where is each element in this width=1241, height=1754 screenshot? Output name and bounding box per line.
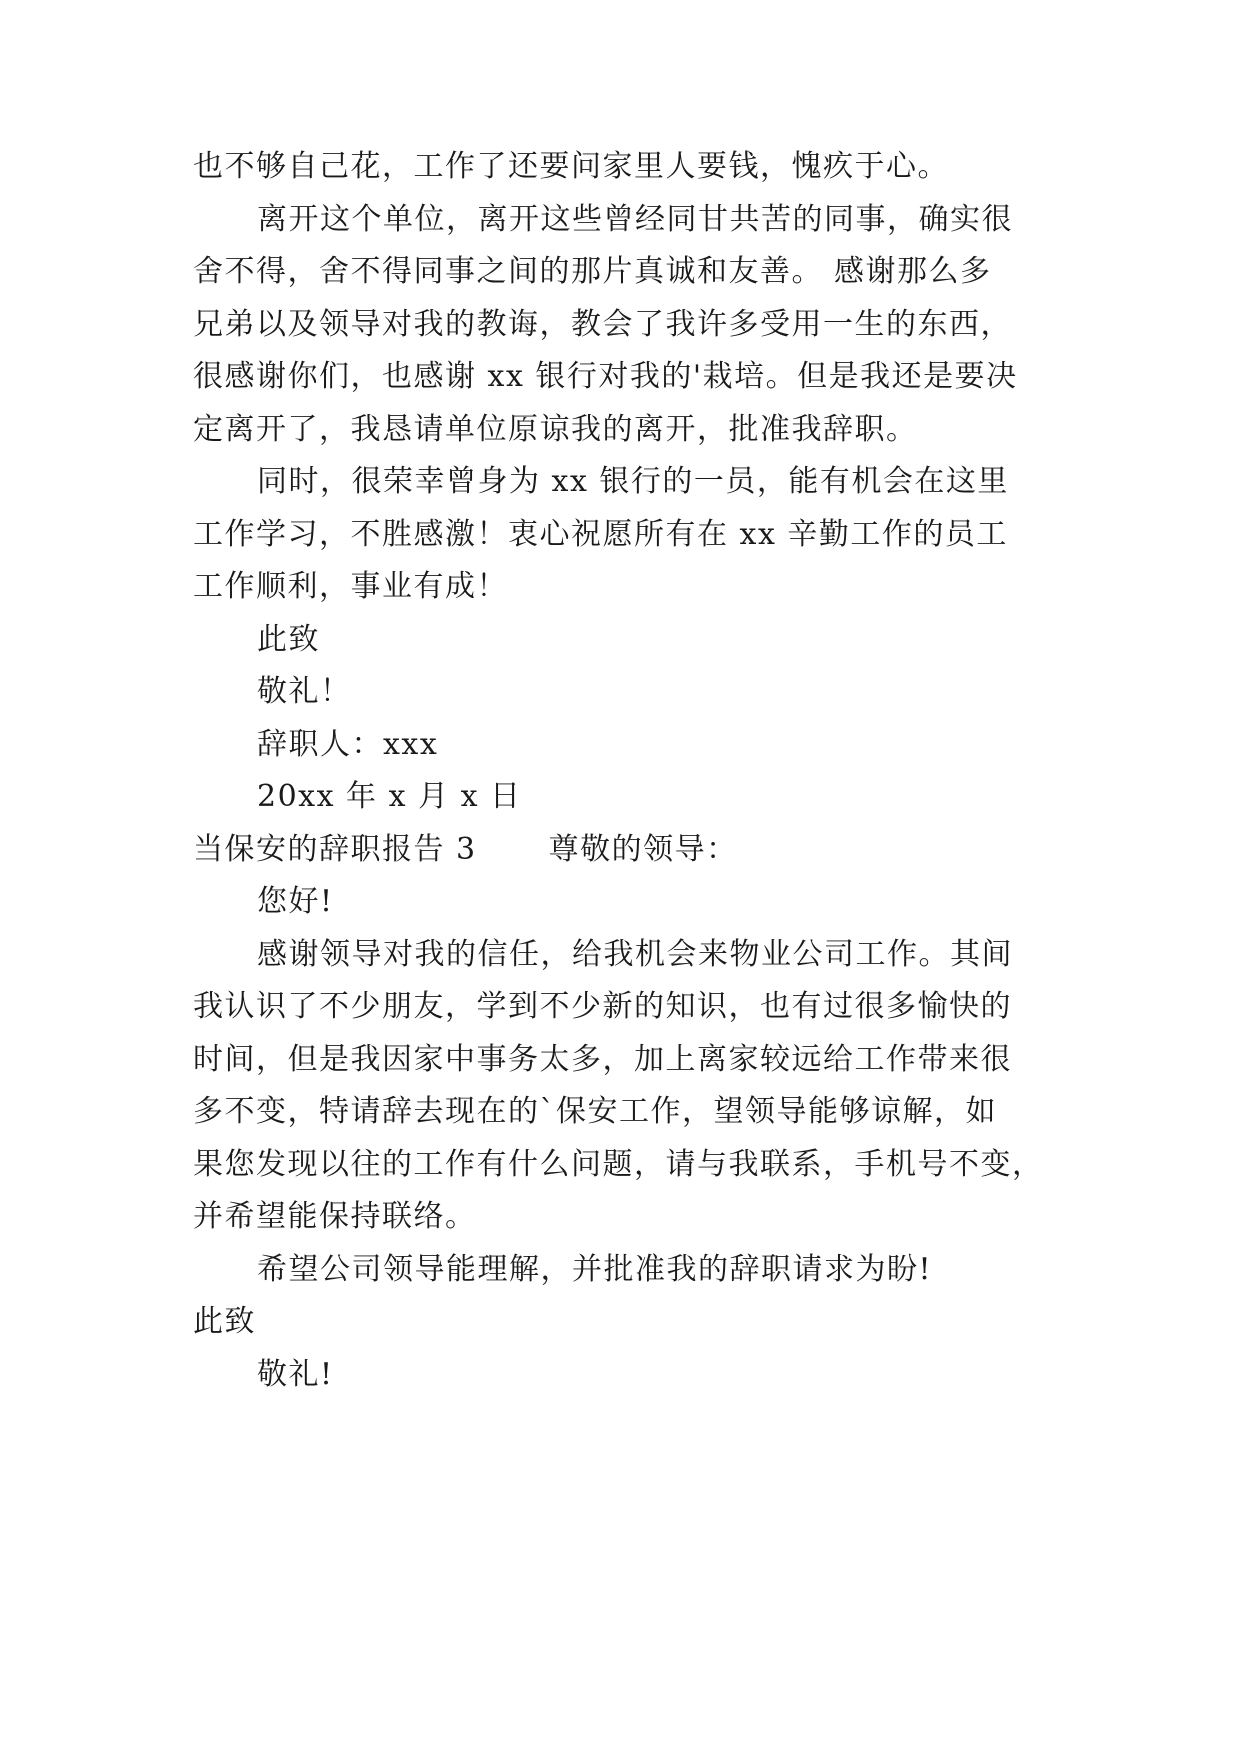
section-title: 当保安的辞职报告 3	[193, 832, 477, 867]
text-line: 多不变，特请辞去现在的`保安工作，望领导能够谅解，如	[193, 1094, 997, 1129]
text-line: 兄弟以及领导对我的教诲，教会了我许多受用一生的东西，	[193, 307, 1012, 342]
text-line: 我认识了不少朋友，学到不少新的知识，也有过很多愉快的	[193, 989, 1012, 1024]
closing-salute: 敬礼!	[257, 1357, 334, 1392]
paragraph-start-line: 同时，很荣幸曾身为 xx 银行的一员，能有机会在这里	[257, 464, 1009, 499]
greeting-line: 您好!	[257, 884, 334, 919]
text-line: 也不够自己花，工作了还要问家里人要钱，愧疚于心。	[193, 149, 949, 184]
text-line: 并希望能保持联络。	[193, 1199, 477, 1234]
text-line: 时间，但是我因家中事务太多，加上离家较远给工作带来很	[193, 1042, 1012, 1077]
section-salutation: 尊敬的领导：	[548, 832, 738, 867]
signature-line: 辞职人：xxx	[257, 727, 439, 762]
closing-phrase: 此致	[257, 622, 320, 657]
paragraph-start-line: 离开这个单位，离开这些曾经同甘共苦的同事，确实很	[257, 202, 1013, 237]
text-line: 定离开了，我恳请单位原谅我的离开，批准我辞职。	[193, 412, 918, 447]
paragraph-start-line: 希望公司领导能理解，并批准我的辞职请求为盼!	[257, 1252, 933, 1287]
section-heading	[193, 830, 738, 870]
text-line: 工作学习，不胜感激！衷心祝愿所有在 xx 辛勤工作的员工	[193, 517, 1008, 552]
text-line: 舍不得，舍不得同事之间的那片真诚和友善。 感谢那么多	[193, 254, 992, 289]
paragraph-start-line: 感谢领导对我的信任，给我机会来物业公司工作。其间	[257, 937, 1013, 972]
text-line: 工作顺利，事业有成！	[193, 569, 508, 604]
text-line: 果您发现以往的工作有什么问题，请与我联系，手机号不变，	[193, 1147, 1044, 1182]
date-line: 20xx 年 x 月 x 日	[257, 779, 522, 814]
closing-salute: 敬礼！	[257, 674, 352, 709]
text-line: 很感谢你们，也感谢 xx 银行对我的'栽培。但是我还是要决	[193, 359, 1018, 394]
closing-phrase: 此致	[193, 1304, 256, 1339]
